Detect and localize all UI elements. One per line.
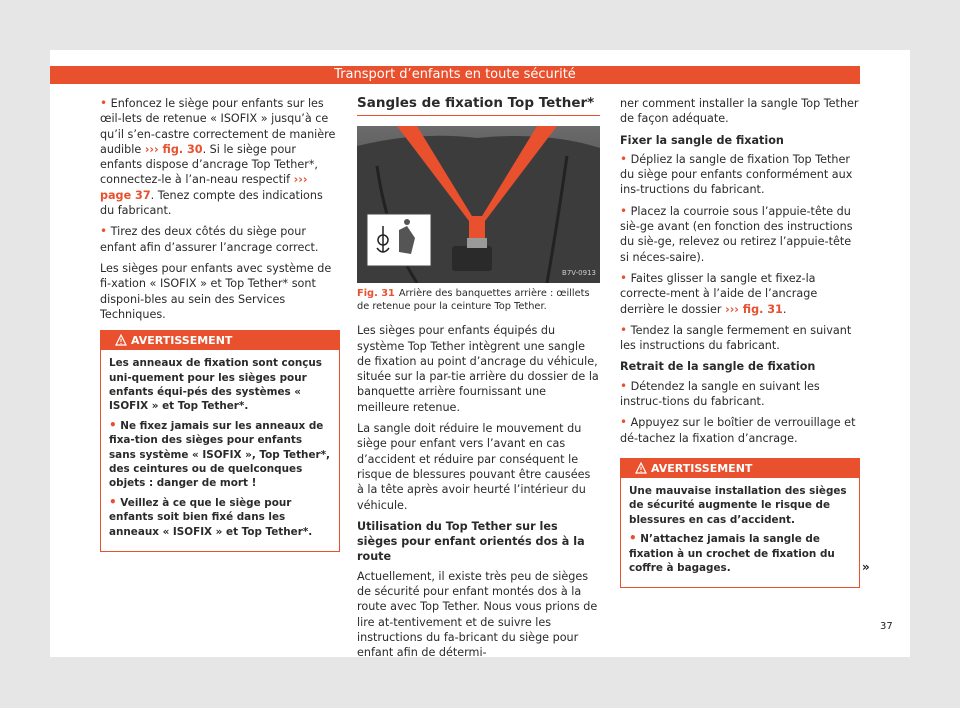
list-item [620, 323, 860, 354]
paragraph: ner comment installer la sangle Top Tether de façon adéquate. [620, 97, 859, 126]
bullet-icon: • [620, 415, 628, 430]
warning-text: Les anneaux de fixation sont conçus uni-quement pour les sièges pour enfants équi-pés des systèmes « ISOFIX » et Top Tether*. [109, 357, 322, 413]
subheading: Retrait de la sangle de fixation [620, 360, 816, 374]
list-item [620, 152, 860, 198]
warning-bullet [629, 531, 851, 575]
figure-caption-text: Arrière des banquettes arrière : œillets de retenue pour la ceinture Top Tether. [357, 288, 590, 312]
figure-link[interactable]: ››› fig. 31 [725, 302, 783, 316]
warning-body [101, 350, 339, 551]
bullet-icon: • [620, 270, 628, 285]
continue-icon: » [862, 560, 870, 574]
warning-box [100, 330, 340, 552]
warning-icon [635, 462, 647, 474]
column-middle [357, 96, 600, 667]
list-item [100, 96, 340, 218]
warning-bullet [109, 495, 331, 539]
paragraph: Actuellement, il existe très peu de sièges de sécurité pour enfant montés dos à la route avec Top Tether. Nous vous prions de lire at-tentivement et de suivre les instructions du fa-bricant du siège pour enfant afin de détermi- [357, 569, 598, 660]
figure-label: Fig. 31 [357, 288, 395, 300]
bullet-text: Dépliez la sangle de fixation Top Tether du siège pour enfants conformément aux ins-tructions du fabricant. [620, 152, 853, 197]
bullet-icon: • [100, 224, 108, 239]
bullet-text: Tirez des deux côtés du siège pour enfant afin d’assurer l’ancrage correct. [100, 225, 319, 254]
bullet-text: Tendez la sangle fermement en suivant les instructions du fabricant. [620, 323, 852, 353]
warning-header [621, 459, 859, 478]
warning-body [621, 478, 859, 587]
warning-title: AVERTISSEMENT [131, 334, 233, 348]
warning-header [101, 331, 339, 350]
list-item [620, 415, 860, 446]
warning-title: AVERTISSEMENT [651, 461, 753, 475]
bullet-icon: • [620, 151, 628, 166]
paragraph: La sangle doit réduire le mouvement du siège pour enfant vers l’avant en cas d’accident et réduire par conséquent le risque de blessures pouvant être causées à la tête après avoir heurté l’intérieur du véhicule. [357, 422, 591, 512]
bullet-icon: • [109, 494, 117, 509]
bullet-icon: • [620, 203, 628, 218]
page-number: 37 [880, 621, 893, 632]
section-title: Sangles de fixation Top Tether* [357, 96, 600, 116]
bullet-text: . Si le siège pour enfants dispose d’ancrage Top Tether*, connectez-le à l’an-neau respectif [100, 142, 318, 187]
list-item [620, 271, 860, 317]
bullet-text: . [782, 302, 787, 316]
column-right [620, 96, 860, 588]
bullet-text: Détendez la sangle en suivant les instruc-tions du fabricant. [620, 379, 820, 409]
subheading: Fixer la sangle de fixation [620, 133, 784, 147]
bullet-text: . Tenez compte des indications du fabricant. [100, 188, 323, 218]
list-item [620, 379, 860, 410]
bullet-text: Faites glisser la sangle et fixez-la correcte-ment à l’aide de l’ancrage derrière le dossier [620, 271, 818, 316]
bullet-icon: • [629, 531, 637, 546]
bullet-icon: • [109, 417, 117, 432]
page-link[interactable]: ››› page 37 [100, 173, 308, 202]
warning-text: Veillez à ce que le siège pour enfants soit bien fixé dans les anneaux « ISOFIX » et Top Tether*. [109, 496, 313, 538]
warning-text: Ne fixez jamais sur les anneaux de fixa-tion des sièges pour enfants sans système « ISOFIX », Top Tether*, des ceintures ou de quelconques objets : danger de mort ! [109, 419, 330, 490]
warning-box [620, 458, 860, 588]
figure-image [357, 126, 600, 283]
seat-photo [357, 126, 600, 283]
paragraph: Les sièges pour enfants équipés du système Top Tether intègrent une sangle de fixation au point d’ancrage du véhicule, située sur la par-tie arrière du dossier de la banquette arrière fournissant une meilleure retenue. [357, 324, 599, 414]
warning-text: Une mauvaise installation des sièges de sécurité augmente le risque de blessures en cas d’accident. [629, 484, 847, 526]
column-left [100, 96, 340, 552]
subheading: Utilisation du Top Tether sur les sièges pour enfant orientés dos à la route [357, 519, 585, 564]
bullet-text: Enfoncez le siège pour enfants sur les œil-lets de retenue « ISOFIX » jusqu’à ce qu’il s’en-castre correctement de manière audible [100, 97, 336, 156]
bullet-icon: • [620, 322, 628, 337]
bullet-text: Appuyez sur le boîtier de verrouillage et dé-tachez la fixation d’ancrage. [620, 416, 856, 445]
bullet-icon: • [100, 96, 108, 110]
page-header: Transport d’enfants en toute sécurité [50, 66, 860, 84]
figure-link[interactable]: ››› fig. 30 [144, 142, 203, 156]
figure-caption [357, 288, 600, 313]
paragraph: Les sièges pour enfants avec système de fi-xation « ISOFIX » et Top Tether* sont disponi-bles au sein des Services Techniques. [100, 261, 332, 321]
figure-code: B7V-0913 [562, 269, 596, 277]
list-item [100, 224, 340, 255]
warning-bullet [109, 418, 331, 491]
bullet-text: Placez la courroie sous l’appuie-tête du siè-ge avant (en fonction des instructions du siè-ge, relevez ou retirez l’appuie-tête si néces-saire). [620, 204, 853, 264]
warning-icon [115, 334, 127, 346]
bullet-icon: • [620, 378, 628, 393]
warning-text: N’attachez jamais la sangle de fixation à un crochet de fixation du coffre à bagages. [629, 533, 835, 574]
list-item [620, 204, 860, 265]
